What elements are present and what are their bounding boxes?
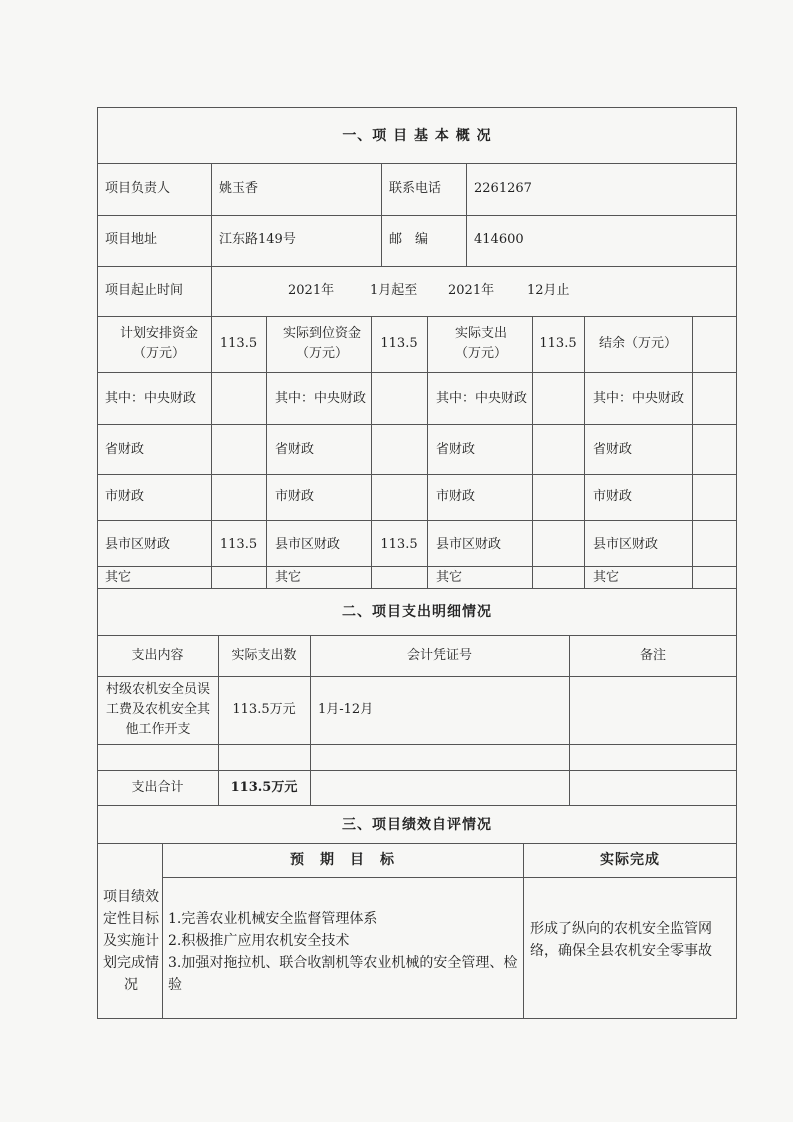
divider [97,316,737,317]
section-title-expenditure: 二、项目支出明细情况 [342,604,492,620]
county-label: 县市区财政 [105,537,171,552]
address-value: 江东路149号 [219,232,296,247]
city-label: 市财政 [275,489,315,504]
divider [97,635,737,636]
central-label: 其中：中央财政 [105,391,197,406]
city-label: 市财政 [105,489,145,504]
divider [97,676,737,677]
planned-funds-value: 113.5 [219,336,258,351]
province-label: 省财政 [593,442,633,457]
county-label: 县市区财政 [593,537,659,552]
city-label: 市财政 [593,489,633,504]
divider [97,805,737,806]
header-content: 支出内容 [131,648,184,663]
central-label: 其中：中央财政 [275,391,367,406]
actual-header: 实际完成 [600,852,660,868]
divider [97,372,737,373]
province-label: 省财政 [275,442,315,457]
central-label: 其中：中央财政 [593,391,685,406]
divider [97,744,737,745]
divider [97,163,737,164]
expenditure-content: 村级农机安全员误工费及农机安全其他工作开支 [105,682,210,737]
received-funds-label: 实际到位资金（万元） [282,326,361,361]
phone-label: 联系电话 [389,181,442,196]
planned-funds-label: 计划安排资金（万元） [119,326,198,361]
phone-value: 2261267 [474,181,532,196]
received-county-value: 113.5 [380,537,418,552]
section-title-performance: 三、项目绩效自评情况 [342,817,492,833]
total-label: 支出合计 [131,780,184,795]
leader-label: 项目负责人 [105,181,171,196]
divider [381,163,382,266]
divider [97,588,737,589]
divider [584,316,585,588]
target-item: 1.完善农业机械安全监督管理体系 [168,911,378,927]
divider [466,163,467,266]
received-funds-value: 113.5 [380,336,418,351]
divider [97,770,737,771]
header-voucher: 会计凭证号 [406,648,472,663]
actual-completion: 形成了纵向的农机安全监管网络，确保全县农机安全零事故 [530,921,712,959]
end-month: 12月止 [527,283,570,298]
start-year: 2021年 [288,283,335,298]
end-year: 2021年 [448,283,495,298]
expenditure-amount: 113.5万元 [232,702,296,717]
divider [97,474,737,475]
divider [97,520,737,521]
other-label: 其它 [436,570,463,585]
performance-row-label: 项目绩效定性目标及实施计划完成情况 [103,889,159,993]
other-label: 其它 [275,570,302,585]
divider [532,316,533,588]
divider [97,424,737,425]
county-label: 县市区财政 [436,537,502,552]
province-label: 省财政 [105,442,145,457]
divider [211,163,212,316]
address-label: 项目地址 [105,232,158,247]
leader-value: 姚玉香 [219,181,259,196]
divider [692,316,693,588]
city-label: 市财政 [436,489,476,504]
header-amount: 实际支出数 [231,648,297,663]
header-remarks: 备注 [639,648,666,663]
period-label: 项目起止时间 [105,283,184,298]
county-label: 县市区财政 [275,537,341,552]
target-item: 2.积极推广应用农机安全技术 [168,933,350,949]
divider [97,215,737,216]
target-item: 3.加强对拖拉机、联合收割机等农业机械的安全管理、检验 [168,955,518,993]
postcode-label: 邮 编 [389,232,429,247]
planned-county-value: 113.5 [219,537,258,552]
province-label: 省财政 [436,442,476,457]
target-header: 预 期 目 标 [290,852,395,868]
spent-funds-label: 实际支出（万元） [454,326,507,361]
other-label: 其它 [105,570,132,585]
divider [266,316,267,588]
spent-funds-value: 113.5 [539,336,577,351]
central-label: 其中：中央财政 [436,391,528,406]
expenditure-voucher: 1月-12月 [318,702,374,717]
divider [97,266,737,267]
divider [97,843,737,844]
total-value: 113.5万元 [230,780,298,795]
divider [97,566,737,567]
divider [162,877,737,878]
divider [427,316,428,588]
other-label: 其它 [593,570,620,585]
postcode-value: 414600 [474,232,524,247]
section-title-basic: 一、项 目 基 本 概 况 [342,128,492,144]
balance-label: 结余（万元） [599,336,678,351]
start-month: 1月起至 [370,283,418,298]
